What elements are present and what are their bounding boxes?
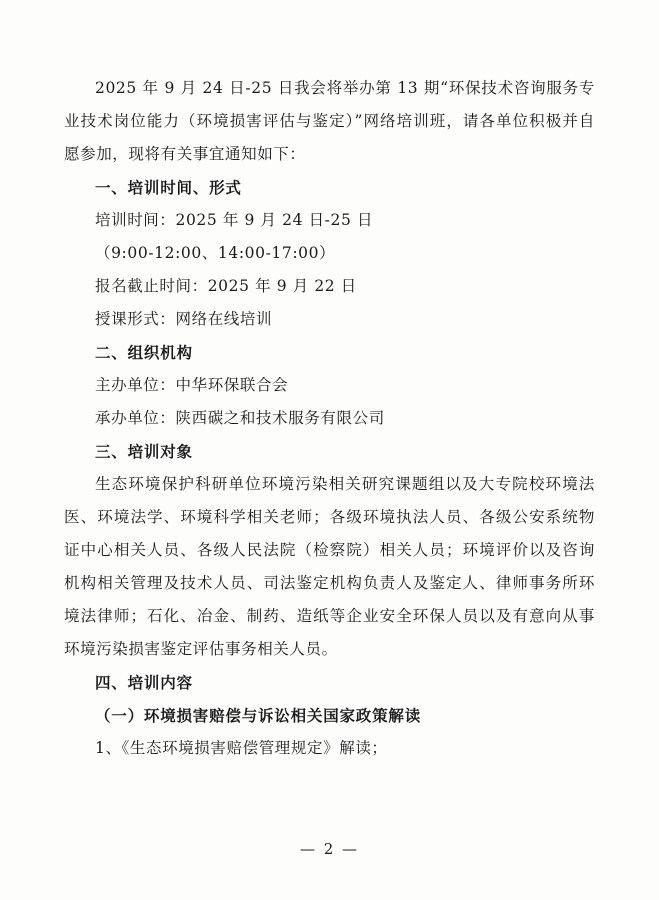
page-number: — 2 — — [299, 840, 360, 858]
registration-deadline-line: 报名截止时间：2025 年 9 月 22 日 — [95, 277, 357, 295]
document-body — [64, 72, 595, 765]
teaching-format-line: 授课形式：网络在线培训 — [95, 310, 273, 328]
section-heading-4: 四、培训内容 — [95, 673, 193, 692]
content-item-1: 1、《生态环境损害赔偿管理规定》解读； — [95, 739, 388, 757]
section-heading-3: 三、培训对象 — [95, 442, 193, 461]
organizer-line: 主办单位：中华环保联合会 — [95, 376, 289, 394]
audience-paragraph: 生态环境保护科研单位环境污染相关研究课题组以及大专院校环境法医、环境法学、环境科学相关老师；各级环境执法人员、各级公安系统物证中心相关人员、各级人民法院（检察院）相关人员；环境评价以及咨询机构相关管理及技术人员、司法鉴定机构负责人及鉴定人、律师事务所环境法律师；石化、冶金、制药、造纸等企业安全环保人员以及有意向从事环境污染损害鉴定评估事务相关人员。 — [64, 475, 595, 658]
subsection-heading-1: （一）环境损害赔偿与诉讼相关国家政策解读 — [95, 706, 422, 725]
section-heading-2: 二、组织机构 — [95, 343, 193, 362]
co-organizer-line: 承办单位：陕西碳之和技术服务有限公司 — [95, 409, 385, 427]
section-heading-1: 一、培训时间、形式 — [95, 178, 242, 197]
training-time-detail-line: （9:00-12:00、14:00-17:00） — [95, 244, 336, 262]
training-time-line: 培训时间：2025 年 9 月 24 日-25 日 — [95, 211, 374, 229]
intro-paragraph: 2025 年 9 月 24 日-25 日我会将举办第 13 期“环保技术咨询服务专业技术岗位能力（环境损害评估与鉴定）”网络培训班，请各单位积极并自愿参加，现将有关事宜通知如下： — [64, 79, 595, 163]
